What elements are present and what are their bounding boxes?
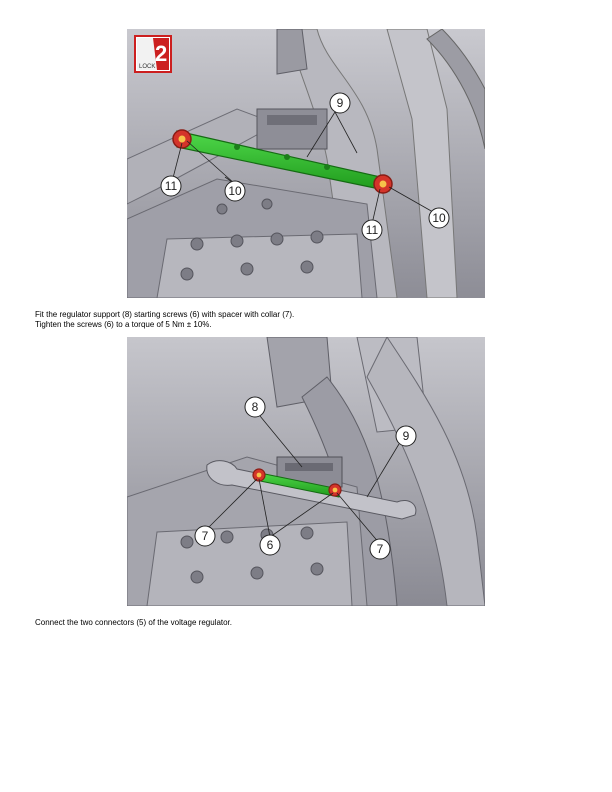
instruction-connect-connectors: Connect the two connectors (5) of the voltage regulator. <box>35 618 233 627</box>
callout-6 <box>260 535 280 555</box>
engine-illustration-2 <box>127 337 485 606</box>
instruction-fit-support: Fit the regulator support (8) starting screws (6) with spacer with collar (7). <box>35 310 295 319</box>
svg-text:8: 8 <box>251 400 259 414</box>
badge-word: LOCK <box>139 64 156 70</box>
svg-text:9: 9 <box>402 429 410 443</box>
callout-8 <box>245 397 265 417</box>
figure-bracket-install <box>127 29 485 298</box>
engine-illustration-1 <box>127 29 485 298</box>
svg-text:11: 11 <box>164 179 178 193</box>
callout-7-left <box>195 526 215 546</box>
svg-text:10: 10 <box>228 184 242 198</box>
figure-regulator-support <box>127 337 485 606</box>
callout-10-left <box>225 181 245 201</box>
instruction-tighten-screws: Tighten the screws (6) to a torque of 5 Nm ± 10%. <box>35 320 212 329</box>
svg-text:7: 7 <box>376 542 384 556</box>
svg-text:9: 9 <box>336 96 344 110</box>
svg-text:6: 6 <box>266 538 274 552</box>
badge-number: 2 <box>155 41 168 66</box>
callout-11-right <box>362 220 382 240</box>
callout-11-left <box>161 176 181 196</box>
svg-text:11: 11 <box>365 223 379 237</box>
svg-text:10: 10 <box>432 211 446 225</box>
callout-9 <box>396 426 416 446</box>
callout-10-right <box>429 208 449 228</box>
callout-7-right <box>370 539 390 559</box>
svg-text:7: 7 <box>201 529 209 543</box>
threadlock-badge <box>135 36 171 72</box>
callout-9 <box>330 93 350 113</box>
